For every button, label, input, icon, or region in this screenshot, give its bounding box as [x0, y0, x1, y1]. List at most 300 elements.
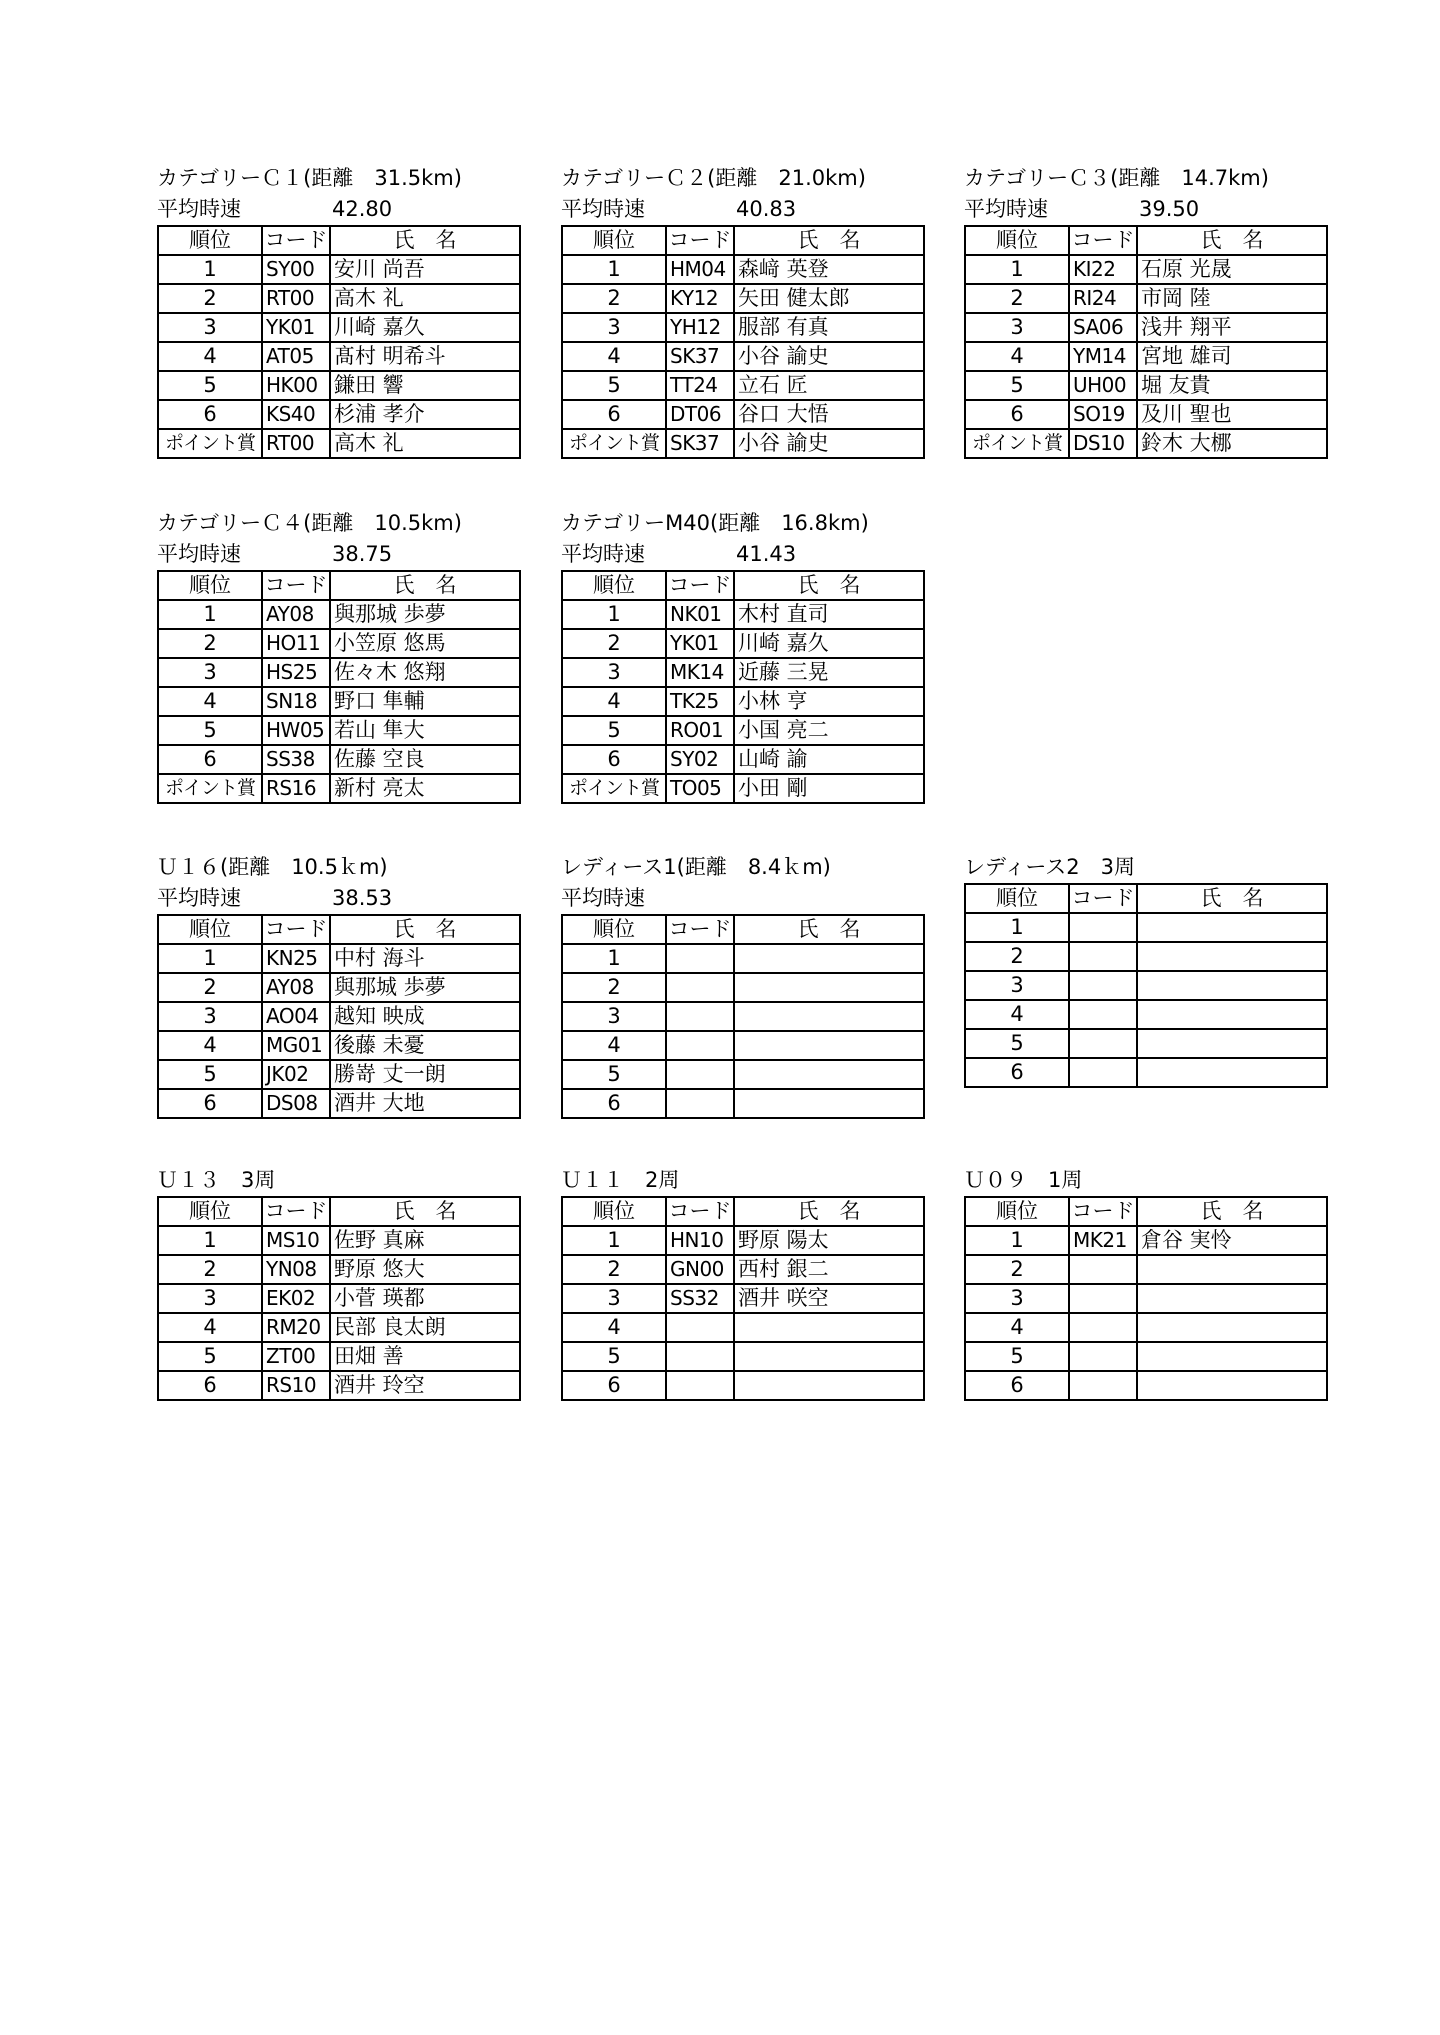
table-row	[158, 1284, 520, 1313]
code-cell: KI22	[1069, 255, 1137, 284]
header-name: 氏 名	[330, 915, 520, 944]
header-rank: 順位	[965, 226, 1069, 255]
results-table	[157, 1196, 521, 1401]
rank-cell: ポイント賞	[965, 429, 1069, 458]
name-cell	[734, 1060, 924, 1089]
code-cell	[666, 1371, 734, 1400]
rank-cell: 1	[562, 255, 666, 284]
header-rank: 順位	[158, 1197, 262, 1226]
code-cell: RT00	[262, 284, 330, 313]
name-cell: 安川 尚吾	[330, 255, 520, 284]
table-row	[158, 600, 520, 629]
rank-cell: 6	[158, 400, 262, 429]
rank-cell: 1	[158, 255, 262, 284]
code-cell: AT05	[262, 342, 330, 371]
rank-cell: 2	[562, 629, 666, 658]
name-cell: 野口 隼輔	[330, 687, 520, 716]
name-cell: 谷口 大悟	[734, 400, 924, 429]
table-row	[965, 1226, 1327, 1255]
table-row	[965, 913, 1327, 942]
name-cell	[1137, 1284, 1327, 1313]
code-cell: AY08	[262, 973, 330, 1002]
table-row	[965, 342, 1327, 371]
code-cell: TT24	[666, 371, 734, 400]
name-cell	[734, 1002, 924, 1031]
rank-cell: 5	[965, 371, 1069, 400]
rank-cell: 3	[562, 1002, 666, 1031]
average-speed-row	[561, 539, 923, 570]
header-name: 氏 名	[1137, 226, 1327, 255]
code-cell	[1069, 913, 1137, 942]
table-row	[562, 1313, 924, 1342]
results-table	[561, 570, 925, 804]
code-cell: HW05	[262, 716, 330, 745]
rank-cell: 5	[562, 716, 666, 745]
header-code: コード	[1069, 226, 1137, 255]
code-cell: TO05	[666, 774, 734, 803]
rank-cell: 3	[158, 1284, 262, 1313]
table-row	[158, 1226, 520, 1255]
code-cell: MK14	[666, 658, 734, 687]
name-cell: 矢田 健太郎	[734, 284, 924, 313]
name-cell: 小国 亮二	[734, 716, 924, 745]
name-cell	[734, 1031, 924, 1060]
rank-cell: 4	[158, 687, 262, 716]
header-name: 氏 名	[1137, 884, 1327, 913]
table-row	[562, 1002, 924, 1031]
name-cell: 若山 隼大	[330, 716, 520, 745]
table-row	[965, 371, 1327, 400]
table-row	[965, 284, 1327, 313]
code-cell	[666, 944, 734, 973]
block-title: Ｕ１１ 2周	[561, 1168, 680, 1192]
code-cell: ZT00	[262, 1342, 330, 1371]
table-row	[965, 971, 1327, 1000]
code-cell: RI24	[1069, 284, 1137, 313]
header-name: 氏 名	[330, 571, 520, 600]
header-name: 氏 名	[734, 915, 924, 944]
name-cell: 勝嵜 丈一朗	[330, 1060, 520, 1089]
code-cell: SY02	[666, 745, 734, 774]
header-rank: 順位	[158, 226, 262, 255]
average-speed-label: 平均時速	[157, 542, 241, 566]
rank-cell: 5	[965, 1342, 1069, 1371]
table-row	[965, 429, 1327, 458]
result-block	[561, 852, 923, 1119]
block-title: Ｕ１３ 3周	[157, 1168, 276, 1192]
code-cell	[666, 1089, 734, 1118]
rank-cell: ポイント賞	[158, 429, 262, 458]
code-cell	[666, 1031, 734, 1060]
code-cell: HS25	[262, 658, 330, 687]
table-header-row	[965, 226, 1327, 255]
code-cell: RO01	[666, 716, 734, 745]
rank-cell: 5	[965, 1029, 1069, 1058]
average-speed-value: 39.50	[1139, 197, 1200, 221]
name-cell: 佐々木 悠翔	[330, 658, 520, 687]
name-cell: 鈴木 大梛	[1137, 429, 1327, 458]
code-cell: SS32	[666, 1284, 734, 1313]
name-cell	[734, 1313, 924, 1342]
code-cell: RS16	[262, 774, 330, 803]
name-cell: 佐野 真麻	[330, 1226, 520, 1255]
header-name: 氏 名	[734, 226, 924, 255]
code-cell	[666, 1342, 734, 1371]
header-code: コード	[262, 1197, 330, 1226]
name-cell: 杉浦 孝介	[330, 400, 520, 429]
code-cell	[1069, 1313, 1137, 1342]
code-cell: YM14	[1069, 342, 1137, 371]
code-cell: HN10	[666, 1226, 734, 1255]
rank-cell: 3	[562, 1284, 666, 1313]
header-rank: 順位	[562, 915, 666, 944]
results-table	[561, 225, 925, 459]
result-block	[157, 852, 519, 1119]
code-cell	[666, 1313, 734, 1342]
code-cell: RT00	[262, 429, 330, 458]
table-row	[158, 1002, 520, 1031]
rank-cell: 2	[158, 629, 262, 658]
rank-cell: 5	[158, 371, 262, 400]
name-cell: 中村 海斗	[330, 944, 520, 973]
table-row	[158, 400, 520, 429]
name-cell	[734, 1342, 924, 1371]
name-cell	[734, 944, 924, 973]
name-cell: 川崎 嘉久	[330, 313, 520, 342]
results-table	[964, 883, 1328, 1088]
rank-cell: 4	[965, 1000, 1069, 1029]
code-cell: MG01	[262, 1031, 330, 1060]
average-speed-label: 平均時速	[157, 197, 241, 221]
name-cell: 民部 良太朗	[330, 1313, 520, 1342]
code-cell: AY08	[262, 600, 330, 629]
table-row	[562, 342, 924, 371]
rank-cell: 3	[965, 971, 1069, 1000]
name-cell: 酒井 大地	[330, 1089, 520, 1118]
table-header-row	[562, 226, 924, 255]
rank-cell: 1	[965, 255, 1069, 284]
code-cell: YK01	[666, 629, 734, 658]
name-cell: 田畑 善	[330, 1342, 520, 1371]
table-row	[158, 1313, 520, 1342]
name-cell: 野原 陽太	[734, 1226, 924, 1255]
rank-cell: 6	[965, 1371, 1069, 1400]
rank-cell: 2	[965, 942, 1069, 971]
name-cell: 小谷 諭史	[734, 429, 924, 458]
name-cell	[1137, 971, 1327, 1000]
average-speed-value: 38.75	[332, 542, 393, 566]
rank-cell: 6	[562, 400, 666, 429]
results-table	[964, 225, 1328, 459]
code-cell: RS10	[262, 1371, 330, 1400]
name-cell: 野原 悠大	[330, 1255, 520, 1284]
average-speed-row	[561, 194, 923, 225]
table-row	[562, 400, 924, 429]
table-row	[158, 429, 520, 458]
table-row	[158, 745, 520, 774]
code-cell: YH12	[666, 313, 734, 342]
table-row	[562, 255, 924, 284]
block-title: レディース1(距離 8.4ｋm)	[561, 855, 831, 879]
table-header-row	[965, 1197, 1327, 1226]
code-cell: YK01	[262, 313, 330, 342]
rank-cell: 5	[562, 1060, 666, 1089]
block-title: カテゴリーＣ４(距離 10.5km)	[157, 511, 462, 535]
rank-cell: 5	[158, 1060, 262, 1089]
table-row	[965, 1313, 1327, 1342]
name-cell	[734, 1089, 924, 1118]
code-cell: DS10	[1069, 429, 1137, 458]
name-cell: 近藤 三晃	[734, 658, 924, 687]
result-block	[561, 163, 923, 459]
header-rank: 順位	[562, 1197, 666, 1226]
table-row	[562, 944, 924, 973]
header-name: 氏 名	[734, 571, 924, 600]
code-cell: UH00	[1069, 371, 1137, 400]
results-table	[157, 225, 521, 459]
rank-cell: 2	[158, 973, 262, 1002]
name-cell	[1137, 1255, 1327, 1284]
table-row	[158, 944, 520, 973]
name-cell: 與那城 歩夢	[330, 973, 520, 1002]
block-title: レディース2 3周	[964, 855, 1135, 879]
code-cell	[1069, 1342, 1137, 1371]
results-table	[561, 914, 925, 1119]
table-header-row	[562, 915, 924, 944]
table-row	[562, 1060, 924, 1089]
code-cell: SN18	[262, 687, 330, 716]
result-block	[964, 852, 1326, 1088]
name-cell: 浅井 翔平	[1137, 313, 1327, 342]
header-code: コード	[262, 226, 330, 255]
name-cell: 高木 礼	[330, 284, 520, 313]
name-cell: 西村 銀二	[734, 1255, 924, 1284]
rank-cell: 6	[965, 400, 1069, 429]
header-rank: 順位	[158, 571, 262, 600]
table-row	[158, 1060, 520, 1089]
rank-cell: 3	[562, 313, 666, 342]
rank-cell: 4	[562, 687, 666, 716]
rank-cell: ポイント賞	[562, 774, 666, 803]
rank-cell: 1	[965, 1226, 1069, 1255]
header-rank: 順位	[562, 226, 666, 255]
average-speed-row	[157, 194, 519, 225]
header-code: コード	[1069, 884, 1137, 913]
code-cell: SK37	[666, 342, 734, 371]
result-block	[157, 508, 519, 804]
average-speed-label: 平均時速	[157, 886, 241, 910]
name-cell: 小林 亨	[734, 687, 924, 716]
code-cell: SY00	[262, 255, 330, 284]
rank-cell: 4	[562, 1031, 666, 1060]
table-row	[562, 600, 924, 629]
table-row	[562, 1226, 924, 1255]
header-code: コード	[666, 571, 734, 600]
table-row	[965, 1029, 1327, 1058]
rank-cell: 1	[158, 600, 262, 629]
code-cell: HM04	[666, 255, 734, 284]
average-speed-value: 42.80	[332, 197, 393, 221]
code-cell: SA06	[1069, 313, 1137, 342]
rank-cell: 6	[965, 1058, 1069, 1087]
table-row	[158, 1371, 520, 1400]
average-speed-row	[157, 539, 519, 570]
rank-cell: 3	[562, 658, 666, 687]
code-cell: SO19	[1069, 400, 1137, 429]
table-row	[562, 1255, 924, 1284]
name-cell: 堀 友貴	[1137, 371, 1327, 400]
code-cell: EK02	[262, 1284, 330, 1313]
name-cell	[1137, 1371, 1327, 1400]
table-row	[158, 973, 520, 1002]
rank-cell: 2	[562, 284, 666, 313]
table-row	[562, 284, 924, 313]
header-code: コード	[262, 571, 330, 600]
rank-cell: 3	[158, 658, 262, 687]
table-row	[158, 658, 520, 687]
rank-cell: 1	[562, 1226, 666, 1255]
rank-cell: 5	[158, 716, 262, 745]
table-row	[562, 1089, 924, 1118]
name-cell	[1137, 1058, 1327, 1087]
table-row	[562, 371, 924, 400]
header-code: コード	[262, 915, 330, 944]
name-cell: 小谷 諭史	[734, 342, 924, 371]
name-cell: 酒井 玲空	[330, 1371, 520, 1400]
rank-cell: 4	[562, 342, 666, 371]
block-title: カテゴリーＣ３(距離 14.7km)	[964, 166, 1269, 190]
table-row	[158, 1255, 520, 1284]
name-cell: 越知 映成	[330, 1002, 520, 1031]
results-table	[964, 1196, 1328, 1401]
code-cell: TK25	[666, 687, 734, 716]
code-cell: SS38	[262, 745, 330, 774]
header-name: 氏 名	[734, 1197, 924, 1226]
code-cell: DS08	[262, 1089, 330, 1118]
table-row	[158, 629, 520, 658]
results-table	[157, 570, 521, 804]
code-cell: JK02	[262, 1060, 330, 1089]
block-title: カテゴリーM40(距離 16.8km)	[561, 511, 869, 535]
header-rank: 順位	[158, 915, 262, 944]
name-cell: 新村 亮太	[330, 774, 520, 803]
table-row	[965, 1371, 1327, 1400]
code-cell	[1069, 942, 1137, 971]
code-cell: MS10	[262, 1226, 330, 1255]
code-cell	[666, 1002, 734, 1031]
name-cell: 佐藤 空良	[330, 745, 520, 774]
name-cell: 鎌田 響	[330, 371, 520, 400]
rank-cell: 1	[158, 1226, 262, 1255]
average-speed-value: 40.83	[736, 197, 797, 221]
name-cell: 服部 有真	[734, 313, 924, 342]
code-cell	[1069, 1000, 1137, 1029]
rank-cell: 2	[158, 284, 262, 313]
table-header-row	[965, 884, 1327, 913]
rank-cell: 2	[562, 1255, 666, 1284]
code-cell: HO11	[262, 629, 330, 658]
table-header-row	[562, 571, 924, 600]
table-header-row	[158, 571, 520, 600]
rank-cell: 6	[158, 1089, 262, 1118]
header-rank: 順位	[965, 884, 1069, 913]
table-row	[965, 942, 1327, 971]
table-row	[158, 1342, 520, 1371]
header-rank: 順位	[562, 571, 666, 600]
code-cell: KY12	[666, 284, 734, 313]
rank-cell: 5	[158, 1342, 262, 1371]
table-row	[158, 313, 520, 342]
rank-cell: 6	[158, 745, 262, 774]
table-row	[158, 687, 520, 716]
name-cell: 倉谷 実怜	[1137, 1226, 1327, 1255]
rank-cell: 1	[562, 944, 666, 973]
name-cell	[1137, 942, 1327, 971]
table-row	[158, 774, 520, 803]
rank-cell: 2	[965, 1255, 1069, 1284]
rank-cell: 6	[562, 745, 666, 774]
average-speed-label: 平均時速	[964, 197, 1048, 221]
average-speed-row	[964, 194, 1326, 225]
code-cell: MK21	[1069, 1226, 1137, 1255]
table-row	[965, 1342, 1327, 1371]
header-name: 氏 名	[330, 1197, 520, 1226]
block-title: カテゴリーＣ２(距離 21.0km)	[561, 166, 866, 190]
table-header-row	[158, 915, 520, 944]
name-cell: 後藤 未憂	[330, 1031, 520, 1060]
rank-cell: 6	[562, 1089, 666, 1118]
average-speed-row	[561, 883, 923, 914]
results-table	[157, 914, 521, 1119]
name-cell	[1137, 913, 1327, 942]
result-block	[561, 1165, 923, 1401]
result-block	[964, 1165, 1326, 1401]
name-cell	[734, 1371, 924, 1400]
name-cell: 小菅 瑛都	[330, 1284, 520, 1313]
name-cell: 酒井 咲空	[734, 1284, 924, 1313]
rank-cell: 4	[965, 342, 1069, 371]
rank-cell: 2	[158, 1255, 262, 1284]
results-table	[561, 1196, 925, 1401]
code-cell	[666, 1060, 734, 1089]
result-block	[157, 1165, 519, 1401]
table-row	[562, 687, 924, 716]
block-title: Ｕ１６(距離 10.5ｋm)	[157, 855, 388, 879]
name-cell: 森﨑 英登	[734, 255, 924, 284]
rank-cell: ポイント賞	[158, 774, 262, 803]
average-speed-label: 平均時速	[561, 886, 645, 910]
code-cell	[1069, 1371, 1137, 1400]
table-row	[158, 342, 520, 371]
name-cell: 立石 匠	[734, 371, 924, 400]
table-row	[965, 313, 1327, 342]
rank-cell: 4	[158, 1031, 262, 1060]
table-row	[965, 400, 1327, 429]
result-block	[964, 163, 1326, 459]
table-row	[965, 1000, 1327, 1029]
block-title: カテゴリーＣ１(距離 31.5km)	[157, 166, 462, 190]
rank-cell: 2	[562, 973, 666, 1002]
rank-cell: 3	[965, 1284, 1069, 1313]
header-name: 氏 名	[1137, 1197, 1327, 1226]
name-cell	[1137, 1029, 1327, 1058]
rank-cell: 6	[158, 1371, 262, 1400]
table-row	[158, 716, 520, 745]
code-cell: DT06	[666, 400, 734, 429]
table-row	[562, 313, 924, 342]
rank-cell: 1	[158, 944, 262, 973]
name-cell: 小田 剛	[734, 774, 924, 803]
